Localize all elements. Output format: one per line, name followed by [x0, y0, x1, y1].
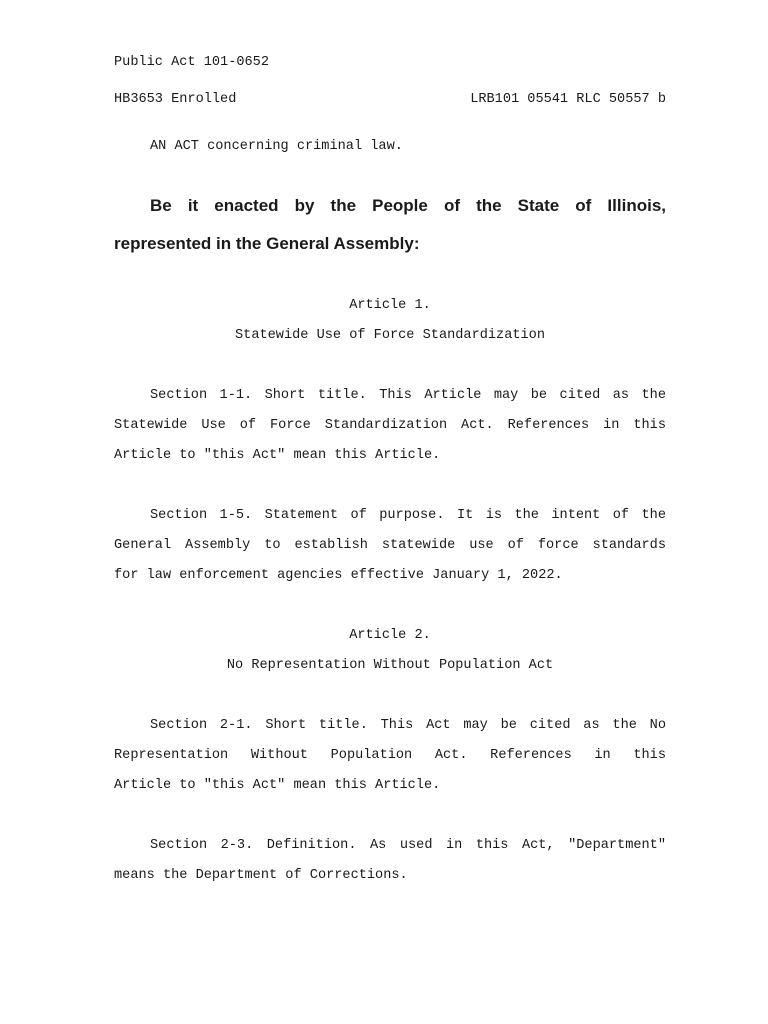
bill-number: HB3653 Enrolled — [114, 92, 237, 107]
section-1-5-line-3: for law enforcement agencies effective January 1, 2022. — [114, 568, 563, 583]
enacting-clause-line-1 — [114, 197, 666, 214]
section-1-1-line-2 — [114, 419, 666, 433]
article-1-title: Statewide Use of Force Standardization — [235, 328, 545, 343]
section-1-1-line-3: Article to "this Act" mean this Article. — [114, 448, 441, 463]
article-2-title: No Representation Without Population Act — [226, 658, 554, 673]
section-1-1-line-1 — [150, 389, 666, 403]
section-2-1-text-2: Representation Without Population Act. References in this — [114, 748, 666, 763]
section-1-1-text-1: Section 1-1. Short title. This Article may be cited as the — [150, 388, 666, 403]
enacting-clause-text-1: Be it enacted by the People of the State of Illinois, — [150, 196, 666, 215]
public-act-number: Public Act 101-0652 — [114, 55, 269, 70]
section-2-1-line-1 — [150, 719, 666, 733]
act-title: AN ACT concerning criminal law. — [150, 139, 403, 154]
section-2-3-text-1: Section 2-3. Definition. As used in this Act, "Department" — [150, 838, 666, 853]
section-1-1-text-2: Statewide Use of Force Standardization Act. References in this — [114, 418, 666, 433]
article-1-heading: Article 1. — [349, 298, 431, 313]
section-2-3-line-1 — [150, 839, 666, 853]
section-2-1-line-3: Article to "this Act" mean this Article. — [114, 778, 441, 793]
enacting-clause-line-2: represented in the General Assembly: — [114, 234, 420, 253]
section-1-5-text-2: General Assembly to establish statewide use of force standards — [114, 538, 666, 553]
section-1-5-line-2 — [114, 539, 666, 553]
lrb-number: LRB101 05541 RLC 50557 b — [470, 92, 666, 107]
section-2-3-line-2: means the Department of Corrections. — [114, 868, 408, 883]
section-2-1-text-1: Section 2-1. Short title. This Act may be cited as the No — [150, 718, 666, 733]
section-1-5-line-1 — [150, 509, 666, 523]
section-1-5-text-1: Section 1-5. Statement of purpose. It is the intent of the — [150, 508, 666, 523]
section-2-1-line-2 — [114, 749, 666, 763]
article-2-heading: Article 2. — [349, 628, 431, 643]
